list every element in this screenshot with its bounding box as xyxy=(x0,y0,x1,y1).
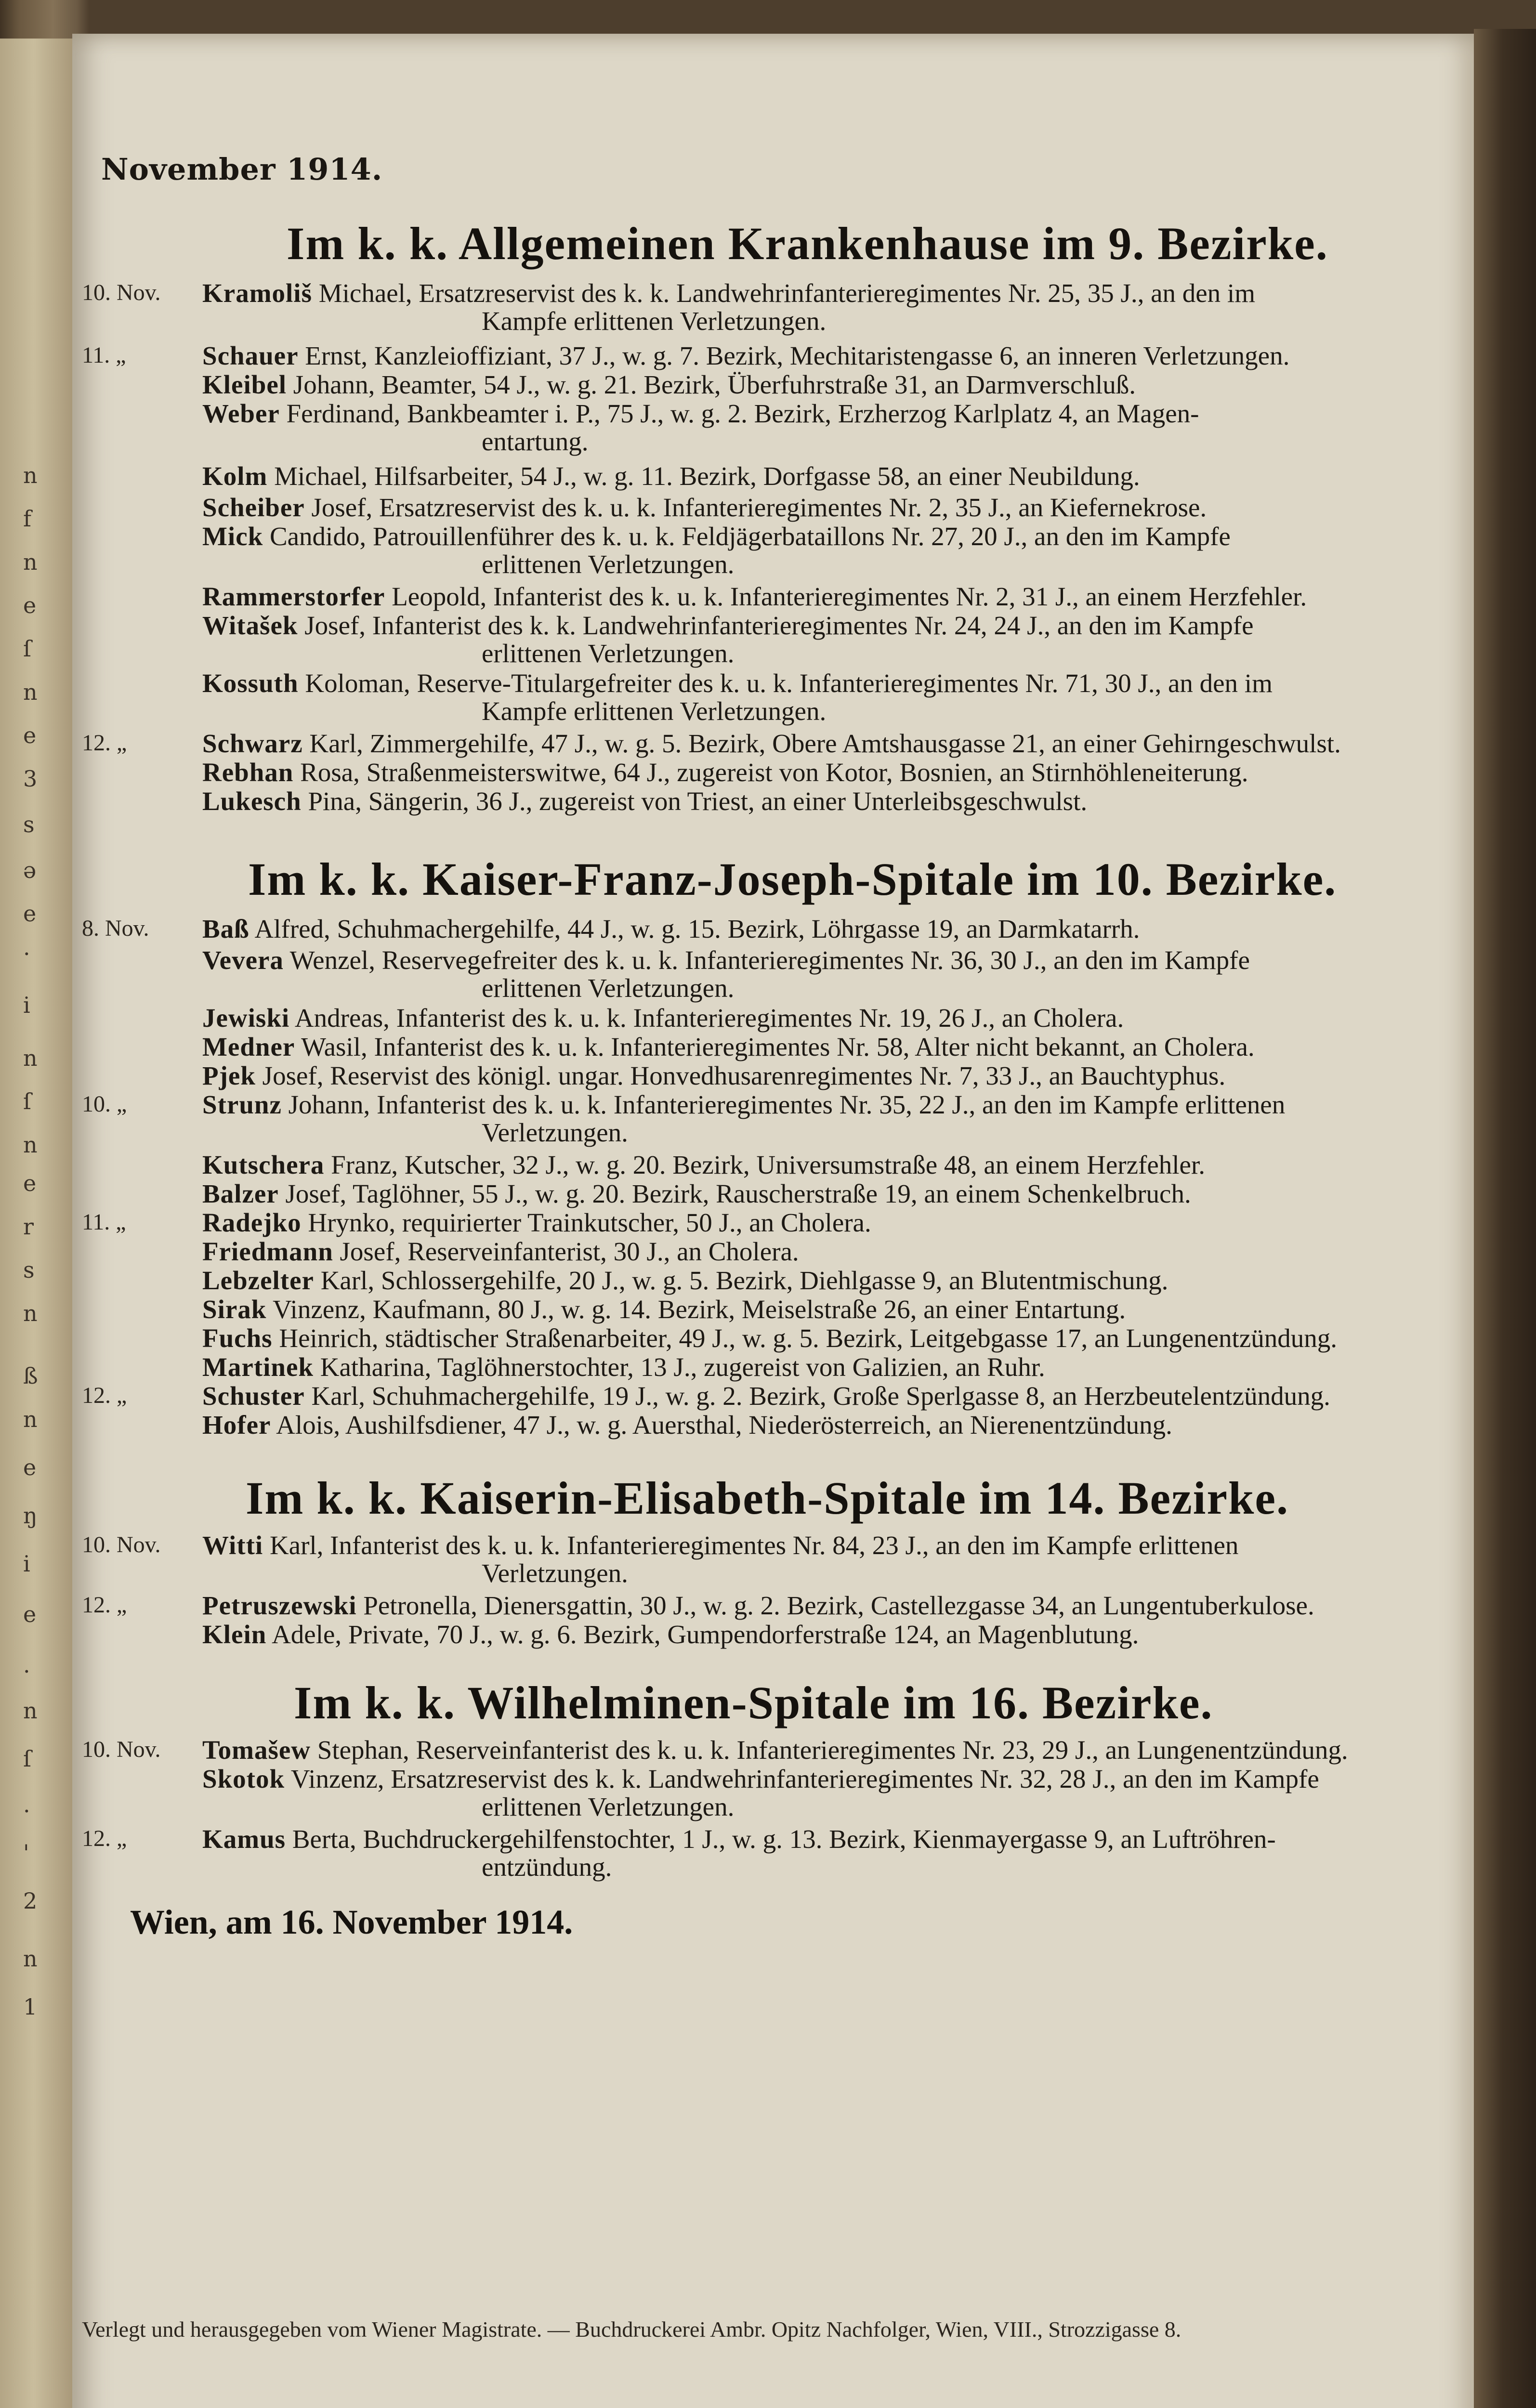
entry-continuation: erlittenen Verletzungen. xyxy=(482,1792,735,1821)
entry-surname: Radejko xyxy=(202,1208,302,1237)
facing-page-edge xyxy=(0,39,72,2408)
entry-surname: Jewiski xyxy=(202,1003,290,1033)
facing-page-glyph: e xyxy=(23,1454,37,1480)
entry-text: Petronella, Dienersgattin, 30 J., w. g. 2. Bezirk, Castellezgasse 34, an Lungentuberkulose. xyxy=(363,1591,1314,1620)
entry-surname: Vevera xyxy=(202,945,284,975)
entry-surname: Schuster xyxy=(202,1381,305,1411)
entry-surname: Weber xyxy=(202,399,280,428)
facing-page-glyph: ' xyxy=(23,1840,29,1866)
entry-date: 10. Nov. xyxy=(82,280,161,305)
entry-surname: Mick xyxy=(202,522,263,551)
entry-surname: Kleibel xyxy=(202,370,287,399)
entry-text: Josef, Reservist des königl. ungar. Honvedhusarenregimentes Nr. 7, 33 J., an Bauchtyphus. xyxy=(262,1061,1226,1090)
section-heading: Im k. k. Kaiserin-Elisabeth-Spitale im 14. Bezirke. xyxy=(246,1472,1289,1524)
document-page xyxy=(72,34,1474,2408)
facing-page-glyph: e xyxy=(23,592,37,618)
entry-text: Pina, Sängerin, 36 J., zugereist von Triest, an einer Unterleibsgeschwulst. xyxy=(308,786,1088,816)
facing-page-glyph: s xyxy=(23,1257,35,1283)
entry-text: Ernst, Kanzleioffiziant, 37 J., w. g. 7. Bezirk, Mechitaristengasse 6, an inneren Verletzungen. xyxy=(305,341,1290,370)
entry-text: Adele, Private, 70 J., w. g. 6. Bezirk, Gumpendorferstraße 124, an Magenblutung. xyxy=(272,1620,1139,1649)
entry-surname: Hofer xyxy=(202,1410,271,1440)
section-heading: Im k. k. Allgemeinen Krankenhause im 9. Bezirke. xyxy=(287,218,1328,269)
facing-page-glyph: n xyxy=(23,549,38,575)
entry-continuation: Kampfe erlittenen Verletzungen. xyxy=(482,696,827,726)
closing-line: Wien, am 16. November 1914. xyxy=(130,1903,573,1941)
entry-date: 12. „ xyxy=(82,1383,127,1408)
entry-surname: Martinek xyxy=(202,1352,314,1382)
entry-text: Ferdinand, Bankbeamter i. P., 75 J., w. g. 2. Bezirk, Erzherzog Karlplatz 4, an Magen- xyxy=(286,399,1199,428)
entry-date: 10. „ xyxy=(82,1091,127,1117)
entry-text: Josef, Infanterist des k. k. Landwehrinfanterieregimentes Nr. 24, 24 J., an den im Kampfe xyxy=(304,611,1254,640)
entry-surname: Kutschera xyxy=(202,1150,325,1179)
entry-surname: Rebhan xyxy=(202,758,294,787)
entry-continuation: entartung. xyxy=(482,427,589,456)
entry-date: 12. „ xyxy=(82,730,127,756)
entry-text: Johann, Infanterist des k. u. k. Infanterieregimentes Nr. 35, 22 J., an den im Kampfe erlittenen xyxy=(288,1090,1286,1119)
facing-page-glyph: i xyxy=(23,1551,30,1577)
entry-text: Karl, Schlossergehilfe, 20 J., w. g. 5. Bezirk, Diehlgasse 9, an Blutentmischung. xyxy=(320,1266,1168,1295)
entry-surname: Kolm xyxy=(202,461,268,491)
facing-page-glyph: ſ xyxy=(23,1088,32,1114)
entry-surname: Friedmann xyxy=(202,1237,333,1266)
entry-text: Koloman, Reserve-Titulargefreiter des k. u. k. Infanterieregimentes Nr. 71, 30 J., an den im xyxy=(305,668,1273,698)
entry-text: Josef, Reserveinfanterist, 30 J., an Cholera. xyxy=(340,1237,799,1266)
entry-date: 12. „ xyxy=(82,1826,127,1851)
facing-page-glyph: f xyxy=(23,506,32,532)
entry-surname: Witašek xyxy=(202,611,298,640)
entry-text: Candido, Patrouillenführer des k. u. k. Feldjägerbataillons Nr. 27, 20 J., an den im Kampfe xyxy=(269,522,1231,551)
entry-text: Franz, Kutscher, 32 J., w. g. 20. Bezirk, Universumstraße 48, an einem Herzfehler. xyxy=(331,1150,1205,1179)
facing-page-glyph: ə xyxy=(23,857,37,883)
entry-surname: Kramoliš xyxy=(202,278,312,308)
entry-text: Josef, Ersatzreservist des k. u. k. Infanterieregimentes Nr. 2, 35 J., an Kiefernekrose. xyxy=(311,493,1207,522)
facing-page-glyph: s xyxy=(23,811,35,838)
facing-page-glyph: e xyxy=(23,901,37,927)
facing-page-glyph: n xyxy=(23,462,38,488)
entry-continuation: entzündung. xyxy=(482,1852,612,1882)
entry-surname: Fuchs xyxy=(202,1323,273,1353)
entry-text: Rosa, Straßenmeisterswitwe, 64 J., zugereist von Kotor, Bosnien, an Stirnhöhleneiterung. xyxy=(300,758,1248,787)
facing-page-glyph: i xyxy=(23,992,30,1018)
entry-text: Karl, Zimmergehilfe, 47 J., w. g. 5. Bezirk, Obere Amtshausgasse 21, an einer Gehirngeschwulst. xyxy=(309,729,1341,758)
entry-date: 11. „ xyxy=(82,342,126,368)
entry-text: Wenzel, Reservegefreiter des k. u. k. Infanterieregimentes Nr. 36, 30 J., an den im Kampfe xyxy=(289,945,1250,975)
entry-continuation: erlittenen Verletzungen. xyxy=(482,973,735,1003)
facing-page-glyph: n xyxy=(23,1132,38,1158)
running-head: November 1914. xyxy=(101,152,383,187)
entry-surname: Scheiber xyxy=(202,493,305,522)
section-heading: Im k. k. Kaiser-Franz-Joseph-Spitale im 10. Bezirke. xyxy=(248,853,1337,905)
entry-surname: Lukesch xyxy=(202,786,302,816)
entry-surname: Schauer xyxy=(202,341,299,370)
entry-text: Vinzenz, Ersatzreservist des k. k. Landwehrinfanterieregimentes Nr. 32, 28 J., an den im Kampfe xyxy=(290,1764,1319,1793)
facing-page-glyph: . xyxy=(23,1792,30,1818)
facing-page-glyph: n xyxy=(23,1045,38,1071)
entry-surname: Tomašew xyxy=(202,1735,311,1765)
entry-surname: Baß xyxy=(202,914,249,943)
facing-page-glyph: . xyxy=(23,1652,30,1678)
entry-text: Karl, Schuhmachergehilfe, 19 J., w. g. 2. Bezirk, Große Sperlgasse 8, an Herzbeutelentzündung. xyxy=(311,1381,1330,1411)
entry-surname: Witti xyxy=(202,1531,263,1560)
facing-page-glyph: ſ xyxy=(23,1746,32,1772)
entry-date: 12. „ xyxy=(82,1592,127,1618)
facing-page-glyph: n xyxy=(23,1698,38,1724)
entry-surname: Klein xyxy=(202,1620,267,1649)
facing-page-glyph: n xyxy=(23,679,38,705)
entry-date: 11. „ xyxy=(82,1209,126,1235)
entry-surname: Schwarz xyxy=(202,729,303,758)
entry-surname: Pjek xyxy=(202,1061,256,1090)
entry-text: Leopold, Infanterist des k. u. k. Infanterieregimentes Nr. 2, 31 J., an einem Herzfehler. xyxy=(392,582,1307,611)
section-heading: Im k. k. Wilhelminen-Spitale im 16. Bezirke. xyxy=(294,1677,1213,1728)
entry-text: Alois, Aushilfsdiener, 47 J., w. g. Auersthal, Niederösterreich, an Nierenentzündung. xyxy=(276,1410,1172,1440)
printer-imprint: Verlegt und herausgegeben vom Wiener Magistrate. — Buchdruckerei Ambr. Opitz Nachfolger, Wien, VIII., Strozzigasse 8. xyxy=(82,2317,1182,2342)
facing-page-glyph: 3 xyxy=(23,766,38,792)
entry-text: Katharina, Taglöhnerstochter, 13 J., zugereist von Galizien, an Ruhr. xyxy=(320,1352,1045,1382)
facing-page-glyph: n xyxy=(23,1300,38,1326)
entry-surname: Lebzelter xyxy=(202,1266,314,1295)
facing-page-glyph: e xyxy=(23,722,37,748)
entry-text: Hrynko, requirierter Trainkutscher, 50 J., an Cholera. xyxy=(308,1208,871,1237)
entry-text: Josef, Taglöhner, 55 J., w. g. 20. Bezirk, Rauscherstraße 19, an einem Schenkelbruch. xyxy=(285,1179,1191,1208)
facing-page-glyph: 2 xyxy=(23,1888,38,1914)
entry-text: Michael, Hilfsarbeiter, 54 J., w. g. 11. Bezirk, Dorfgasse 58, an einer Neubildung. xyxy=(274,461,1140,491)
entry-date: 10. Nov. xyxy=(82,1737,161,1762)
facing-page-glyph: ß xyxy=(23,1363,38,1389)
entry-surname: Petruszewski xyxy=(202,1591,357,1620)
facing-page-glyph: n xyxy=(23,1406,38,1432)
entry-text: Johann, Beamter, 54 J., w. g. 21. Bezirk, Überfuhrstraße 31, an Darmverschluß. xyxy=(293,370,1136,399)
entry-continuation: erlittenen Verletzungen. xyxy=(482,550,735,579)
entry-text: Berta, Buchdruckergehilfenstochter, 1 J., w. g. 13. Bezirk, Kienmayergasse 9, an Luftröhren- xyxy=(292,1824,1276,1854)
entry-text: Vinzenz, Kaufmann, 80 J., w. g. 14. Bezirk, Meiselstraße 26, an einer Entartung. xyxy=(273,1295,1126,1324)
entry-surname: Balzer xyxy=(202,1179,279,1208)
entry-continuation: Verletzungen. xyxy=(482,1118,628,1147)
entry-surname: Strunz xyxy=(202,1090,282,1119)
entry-text: Andreas, Infanterist des k. u. k. Infanterieregimentes Nr. 19, 26 J., an Cholera. xyxy=(294,1003,1124,1033)
entry-date: 10. Nov. xyxy=(82,1532,161,1557)
entry-surname: Rammerstorfer xyxy=(202,582,385,611)
facing-page-glyph: ŋ xyxy=(23,1503,38,1529)
facing-page-glyph: r xyxy=(23,1214,34,1240)
binding-shadow xyxy=(1474,29,1536,2408)
entry-text: Michael, Ersatzreservist des k. k. Landwehrinfanterieregimentes Nr. 25, 35 J., an den im xyxy=(318,278,1255,308)
entry-surname: Sirak xyxy=(202,1295,267,1324)
entry-continuation: Kampfe erlittenen Verletzungen. xyxy=(482,306,827,336)
entry-continuation: Verletzungen. xyxy=(482,1558,628,1588)
facing-page-glyph: n xyxy=(23,1946,38,1972)
entry-surname: Skotok xyxy=(202,1764,285,1793)
facing-page-glyph: e xyxy=(23,1170,37,1196)
entry-surname: Medner xyxy=(202,1032,295,1061)
entry-surname: Kossuth xyxy=(202,668,299,698)
entry-text: Heinrich, städtischer Straßenarbeiter, 49 J., w. g. 5. Bezirk, Leitgebgasse 17, an Lungenentzündung. xyxy=(279,1323,1337,1353)
entry-date: 8. Nov. xyxy=(82,916,149,941)
entry-text: Wasil, Infanterist des k. u. k. Infanterieregimentes Nr. 58, Alter nicht bekannt, an Cholera. xyxy=(301,1032,1255,1061)
facing-page-glyph: ſ xyxy=(23,636,32,662)
entry-text: Alfred, Schuhmachergehilfe, 44 J., w. g. 15. Bezirk, Löhrgasse 19, an Darmkatarrh. xyxy=(254,914,1140,943)
entry-text: Karl, Infanterist des k. u. k. Infanterieregimentes Nr. 84, 23 J., an den im Kampfe erlittenen xyxy=(269,1531,1239,1560)
entry-surname: Kamus xyxy=(202,1824,286,1854)
facing-page-glyph: . xyxy=(23,934,30,960)
facing-page-glyph: 1 xyxy=(23,1994,38,2020)
entry-text: Stephan, Reserveinfanterist des k. u. k. Infanterieregimentes Nr. 23, 29 J., an Lungenentzündung. xyxy=(317,1735,1348,1765)
facing-page-glyph: e xyxy=(23,1601,37,1627)
entry-continuation: erlittenen Verletzungen. xyxy=(482,639,735,668)
